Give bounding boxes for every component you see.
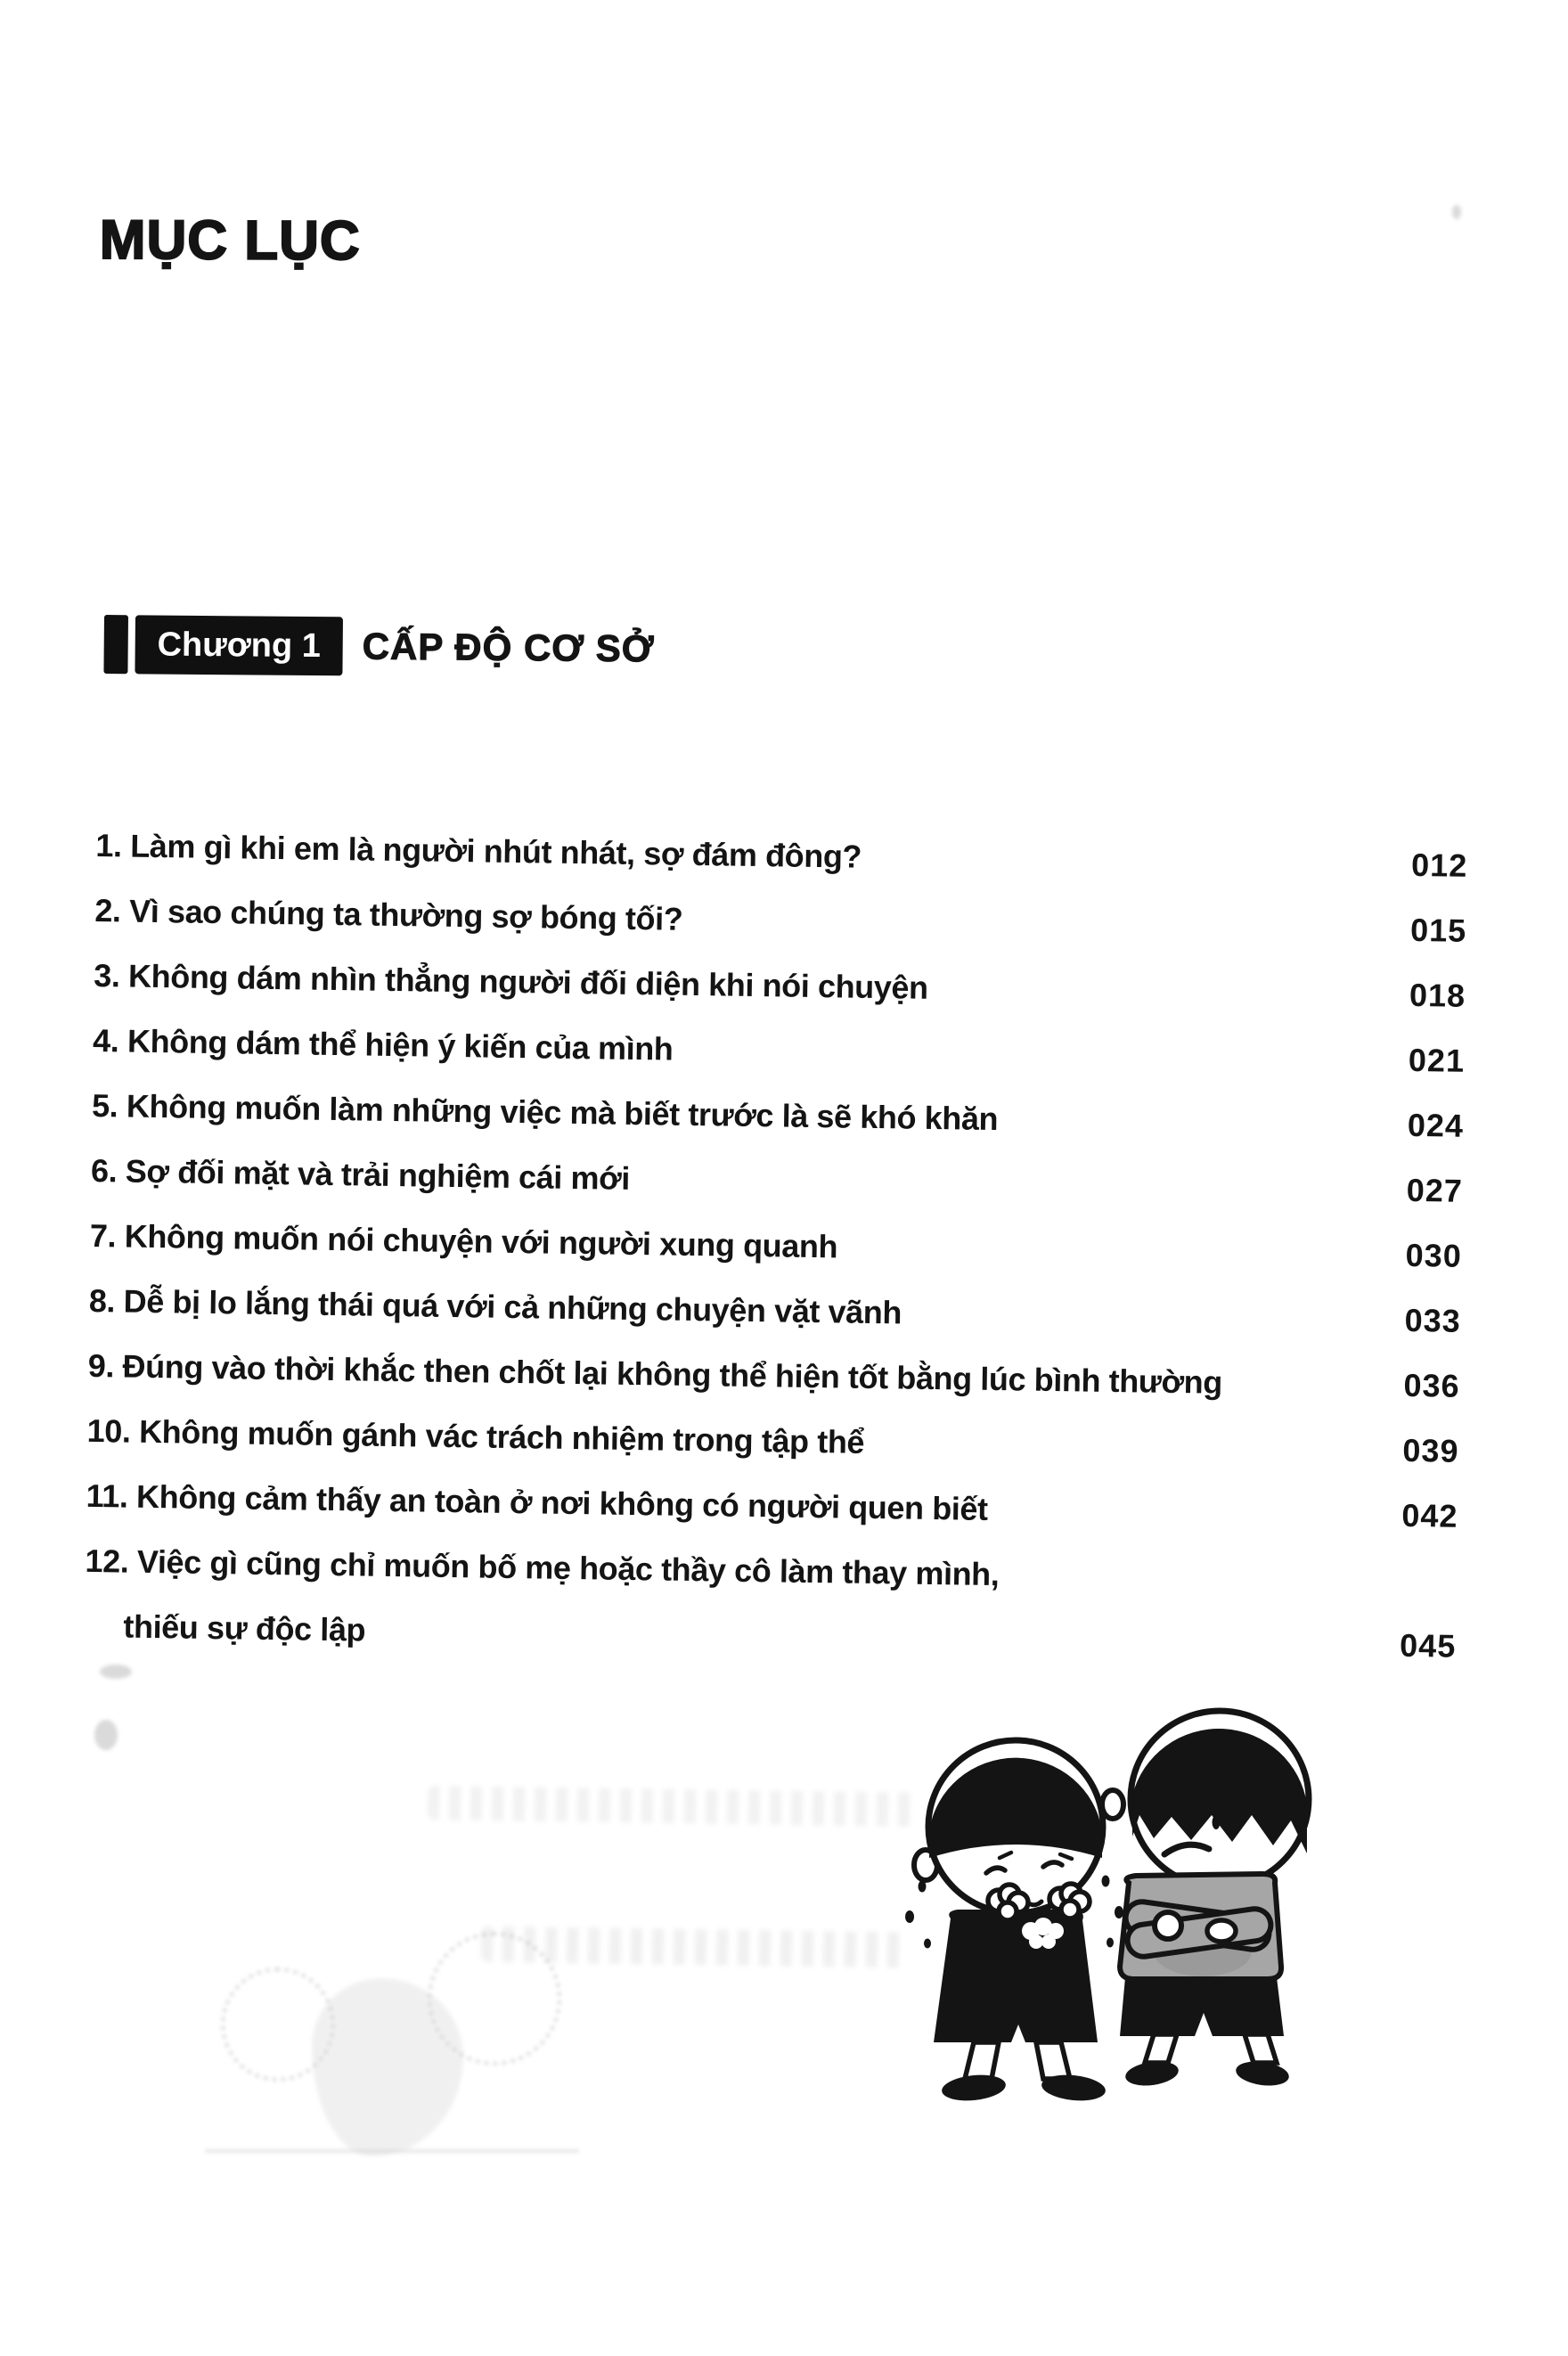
two-boys-illustration: [895, 1689, 1323, 2107]
toc-entry-label: 4. Không dám thể hiện ý kiến của mình: [92, 1021, 674, 1068]
ghost-line: [205, 2149, 579, 2153]
toc-entry-label: 12. Việc gì cũng chỉ muốn bố mẹ hoặc thầy cô làm thay mình, thiếu sự độc lập: [85, 1542, 1000, 1648]
toc-entry-label: 10. Không muốn gánh vác trách nhiệm trong tập thể: [86, 1411, 865, 1460]
toc-entry-page: 012: [1410, 846, 1468, 884]
toc-entry-label: 1. Làm gì khi em là người nhút nhát, sợ đám đông?: [95, 826, 862, 875]
ghost-speck: [94, 1720, 118, 1750]
toc-entry-page: 024: [1407, 1106, 1465, 1144]
chapter-accent-bar: [103, 615, 128, 674]
ghost-speck: [100, 1665, 132, 1679]
ghost-speck: [1452, 205, 1461, 219]
toc-entry-page: 039: [1402, 1431, 1459, 1469]
toc-entry-page: 045: [1399, 1626, 1457, 1665]
toc-entry-label: 8. Dễ bị lo lắng thái quá với cả những chuyện vặt vãnh: [88, 1281, 902, 1331]
toc-entry-label: 2. Vì sao chúng ta thường sợ bóng tối?: [94, 891, 683, 937]
chapter-header: [103, 615, 654, 678]
crying-boy-illustration: [905, 1740, 1123, 2104]
toc-entry-label: 7. Không muốn nói chuyện với người xung quanh: [89, 1216, 838, 1265]
toc-entry-label: 6. Sợ đối mặt và trải nghiệm cái mới: [90, 1151, 631, 1197]
toc-entry-page: 042: [1401, 1496, 1458, 1534]
ghost-text-artifact: [428, 1786, 913, 1827]
toc-entry: [84, 1528, 1458, 1679]
angry-boy-illustration: [1102, 1711, 1309, 2089]
page-title: MỤC LỤC: [99, 209, 361, 272]
toc-entry-page: 033: [1404, 1301, 1462, 1339]
ghost-blob: [312, 1978, 463, 2156]
toc-entry-page: 021: [1408, 1041, 1466, 1079]
toc-entry-label: 3. Không dám nhìn thẳng người đối diện khi nói chuyện: [93, 956, 928, 1006]
toc-entry-label: 5. Không muốn làm những việc mà biết trước là sẽ khó khăn: [91, 1086, 999, 1138]
toc-entry-page: 018: [1409, 976, 1466, 1014]
toc-entry-page: 027: [1406, 1171, 1464, 1209]
toc-list: [84, 813, 1468, 1679]
ghost-sketch-artifact: [160, 1925, 588, 2165]
toc-entry-page: 036: [1403, 1366, 1460, 1404]
toc-entry-page: 030: [1405, 1236, 1463, 1274]
toc-entry-page: 015: [1409, 911, 1467, 949]
toc-entry-label: 11. Không cảm thấy an toàn ở nơi không có người quen biết: [86, 1477, 988, 1527]
toc-entry-label: 9. Đúng vào thời khắc then chốt lại không thể hiện tốt bằng lúc bình thường: [87, 1346, 1223, 1401]
chapter-title: CẤP ĐỘ CƠ SỞ: [362, 625, 655, 670]
chapter-badge: Chương 1: [135, 615, 343, 675]
